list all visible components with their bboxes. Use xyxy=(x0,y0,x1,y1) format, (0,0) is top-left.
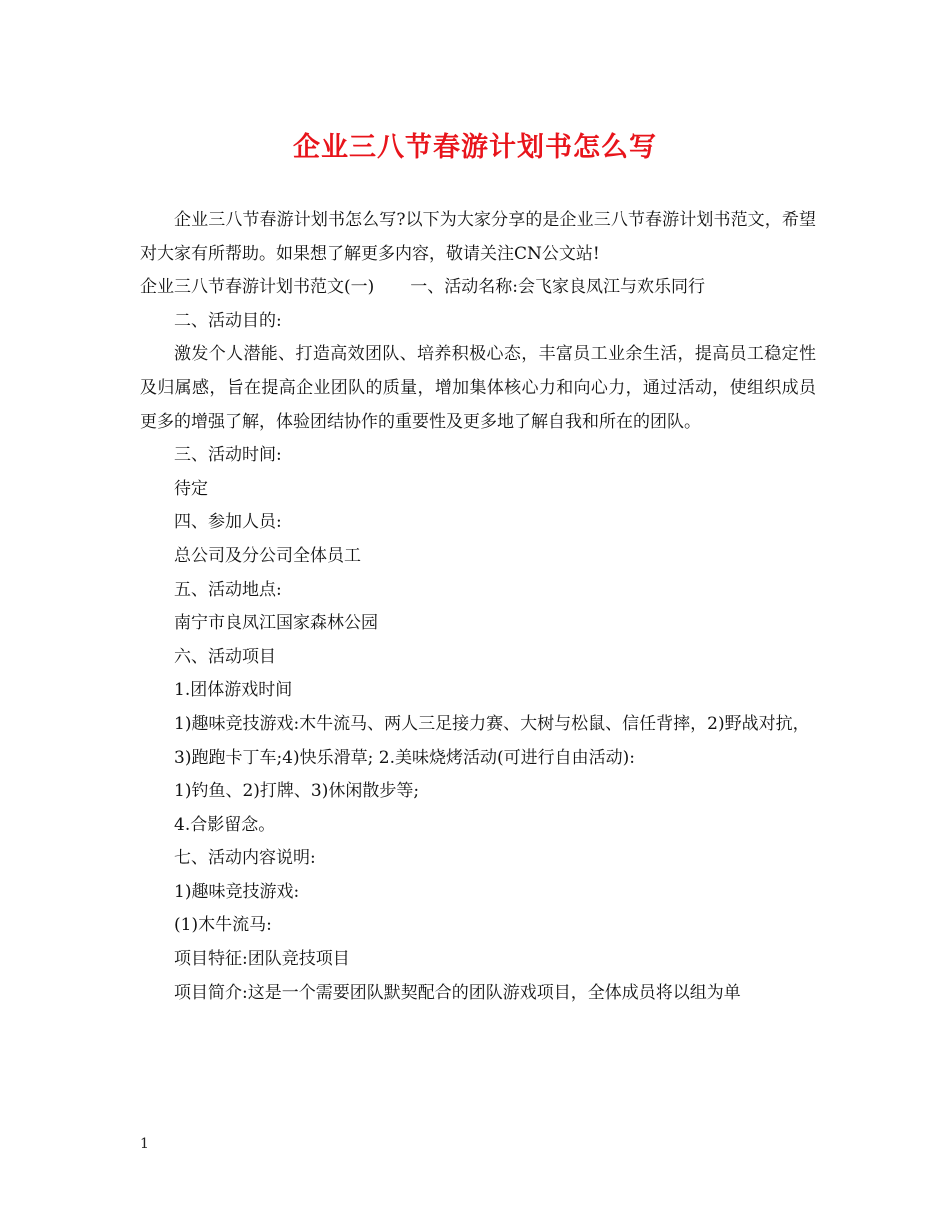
participants-heading: 四、参加人员: xyxy=(174,512,282,533)
item-more-list: 3)跑跑卡丁车;4)快乐滑草; 2.美味烧烤活动(可进行自由活动): xyxy=(174,747,635,768)
participants-value: 总公司及分公司全体员工 xyxy=(174,545,361,566)
purpose-heading: 二、活动目的: xyxy=(174,310,282,331)
time-value: 待定 xyxy=(174,478,208,499)
sample-heading: 企业三八节春游计划书范文(一) xyxy=(140,277,375,298)
location-heading: 五、活动地点: xyxy=(174,579,282,600)
items-heading: 六、活动项目 xyxy=(174,646,276,667)
item-group-photo: 4.合影留念。 xyxy=(174,814,276,835)
game-intro: 项目简介:这是一个需要团队默契配合的团队游戏项目，全体成员将以组为单 xyxy=(174,982,741,1003)
item-games-list: 1)趣味竞技游戏:木牛流马、两人三足接力赛、大树与松鼠、信任背摔，2)野战对抗， xyxy=(174,713,810,734)
content-heading: 七、活动内容说明: xyxy=(174,848,316,869)
content-subheading: 1)趣味竞技游戏: xyxy=(174,881,300,902)
document-body xyxy=(140,204,816,1010)
sample-heading-row xyxy=(140,271,816,305)
purpose-paragraph: 激发个人潜能、打造高效团队、培养积极心态，丰富员工业余生活，提高员工稳定性及归属感，旨在提高企业团队的质量，增加集体核心力和向心力，通过活动，使组织成员更多的增强了解，体验团结协作的重要性及更多地了解自我和所在的团队。 xyxy=(140,344,816,432)
item-group-games: 1.团体游戏时间 xyxy=(174,680,293,701)
game-feature: 项目特征:团队竞技项目 xyxy=(174,949,350,970)
item-free-activities: 1)钓鱼、2)打牌、3)休闲散步等; xyxy=(174,781,420,802)
time-heading: 三、活动时间: xyxy=(174,445,282,466)
page-number: 1 xyxy=(140,1136,149,1152)
game-name: (1)木牛流马: xyxy=(174,915,272,936)
document-title: 企业三八节春游计划书怎么写 xyxy=(293,132,657,163)
activity-name: 一、活动名称:会飞家良凤江与欢乐同行 xyxy=(410,277,705,298)
intro-paragraph: 企业三八节春游计划书怎么写?以下为大家分享的是企业三八节春游计划书范文，希望对大家有所帮助。如果想了解更多内容，敬请关注CN公文站! xyxy=(140,210,816,264)
location-value: 南宁市良凤江国家森林公园 xyxy=(174,613,378,634)
